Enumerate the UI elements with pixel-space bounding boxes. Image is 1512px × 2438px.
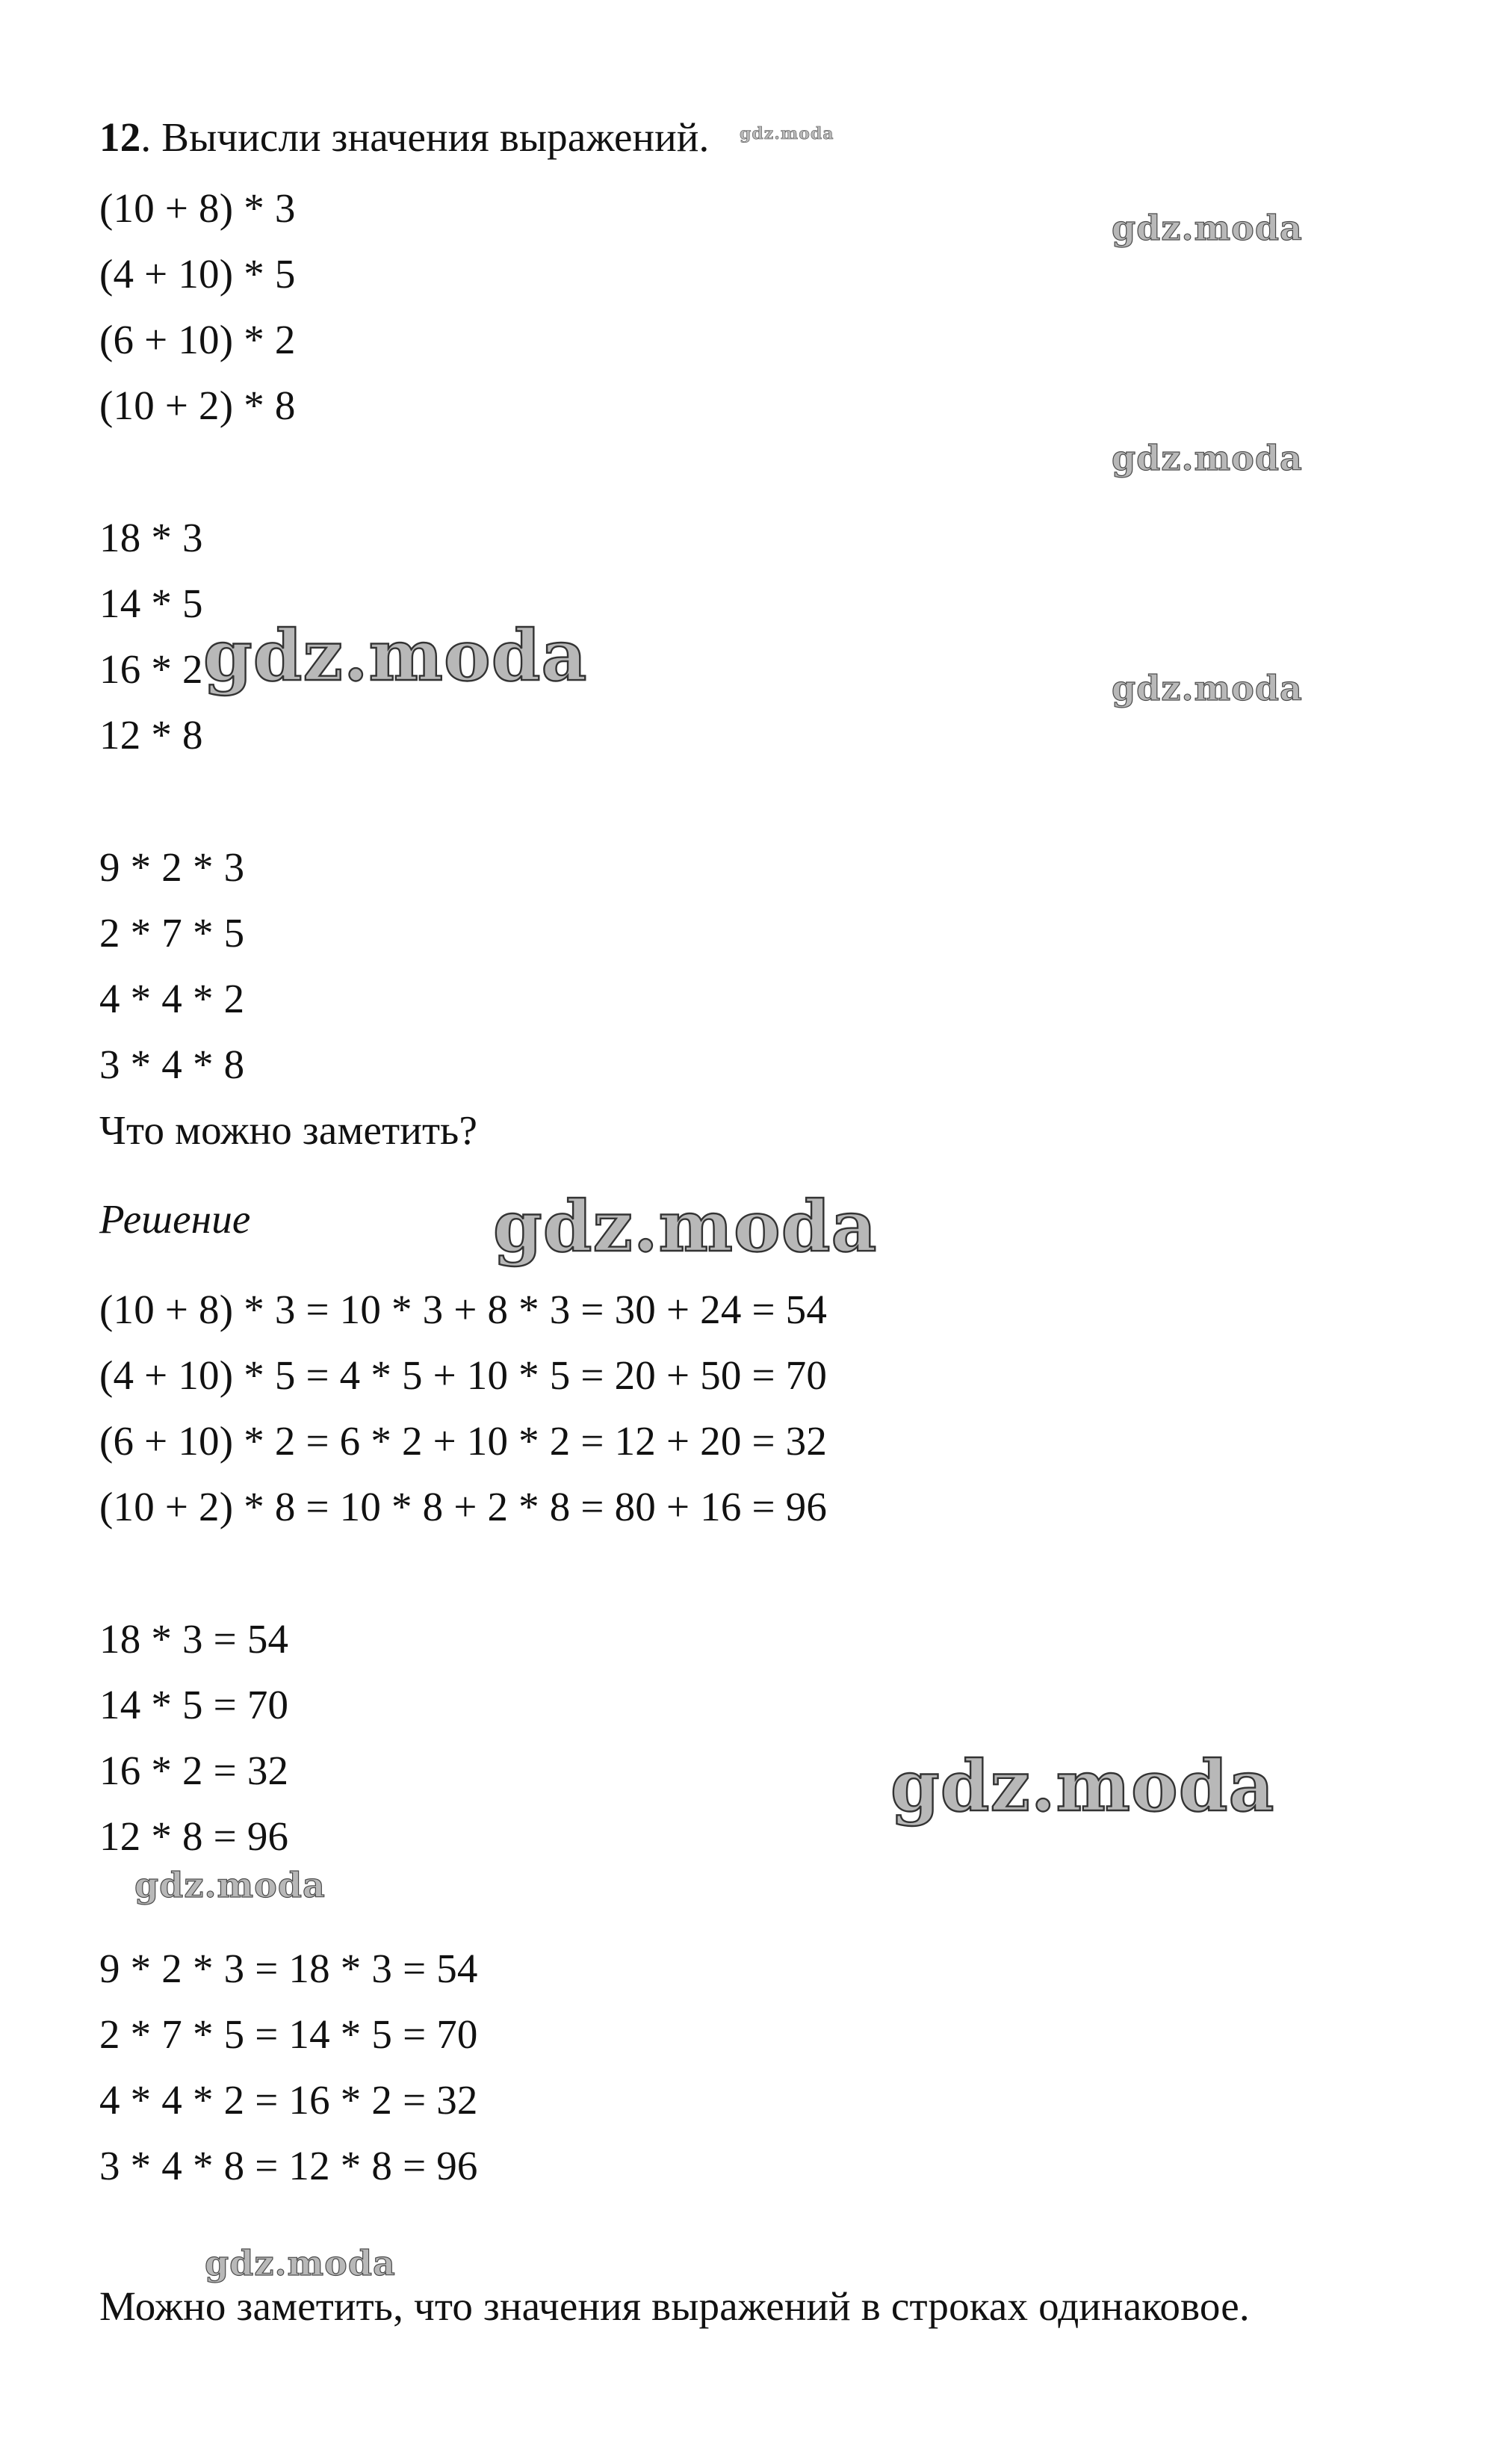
expression-line: 18 * 3 [99, 515, 203, 560]
expression-line: (4 + 10) * 5 [99, 251, 296, 297]
solution-line: 12 * 8 = 96 [99, 1813, 289, 1859]
watermark: gdz.moda [134, 1865, 326, 1905]
conclusion-text: Можно заметить, что значения выражений в строках одинаковое. [99, 2283, 1250, 2329]
expression-line: 14 * 5 [99, 581, 203, 626]
watermark: gdz.moda [1112, 208, 1303, 248]
watermark: gdz.moda [1112, 438, 1303, 478]
watermark: gdz.moda [890, 1745, 1275, 1828]
watermark: gdz.moda [740, 124, 834, 143]
solution-line: 4 * 4 * 2 = 16 * 2 = 32 [99, 2077, 478, 2123]
solution-line: 16 * 2 = 32 [99, 1748, 289, 1793]
expression-line: (6 + 10) * 2 [99, 317, 296, 362]
expression-line: 9 * 2 * 3 [99, 844, 245, 890]
solution-line: 3 * 4 * 8 = 12 * 8 = 96 [99, 2143, 478, 2188]
expression-line: 4 * 4 * 2 [99, 976, 245, 1021]
solution-line: 2 * 7 * 5 = 14 * 5 = 70 [99, 2011, 478, 2057]
solution-line: (6 + 10) * 2 = 6 * 2 + 10 * 2 = 12 + 20 = 32 [99, 1418, 828, 1464]
task-header [99, 114, 709, 161]
expression-line: (10 + 8) * 3 [99, 185, 296, 231]
expression-line: 16 * 2 [99, 646, 203, 692]
watermark: gdz.moda [493, 1186, 878, 1268]
task-title: . Вычисли значения выражений. [140, 114, 710, 160]
task-number: 12 [99, 114, 141, 160]
expression-line: 2 * 7 * 5 [99, 910, 245, 956]
watermark: gdz.moda [1112, 668, 1303, 708]
watermark: gdz.moda [205, 2243, 396, 2283]
solution-line: (4 + 10) * 5 = 4 * 5 + 10 * 5 = 20 + 50 = 70 [99, 1352, 828, 1398]
watermark: gdz.moda [203, 615, 588, 697]
solution-heading: Решение [99, 1196, 251, 1242]
solution-line: (10 + 2) * 8 = 10 * 8 + 2 * 8 = 80 + 16 = 96 [99, 1484, 828, 1529]
expression-line: 12 * 8 [99, 712, 203, 758]
solution-line: 18 * 3 = 54 [99, 1616, 289, 1662]
solution-line: 14 * 5 = 70 [99, 1682, 289, 1727]
expression-line: 3 * 4 * 8 [99, 1042, 245, 1087]
solution-line: (10 + 8) * 3 = 10 * 3 + 8 * 3 = 30 + 24 = 54 [99, 1287, 828, 1332]
solution-line: 9 * 2 * 3 = 18 * 3 = 54 [99, 1946, 478, 1991]
expression-line: (10 + 2) * 8 [99, 383, 296, 428]
question-text: Что можно заметить? [99, 1107, 478, 1153]
